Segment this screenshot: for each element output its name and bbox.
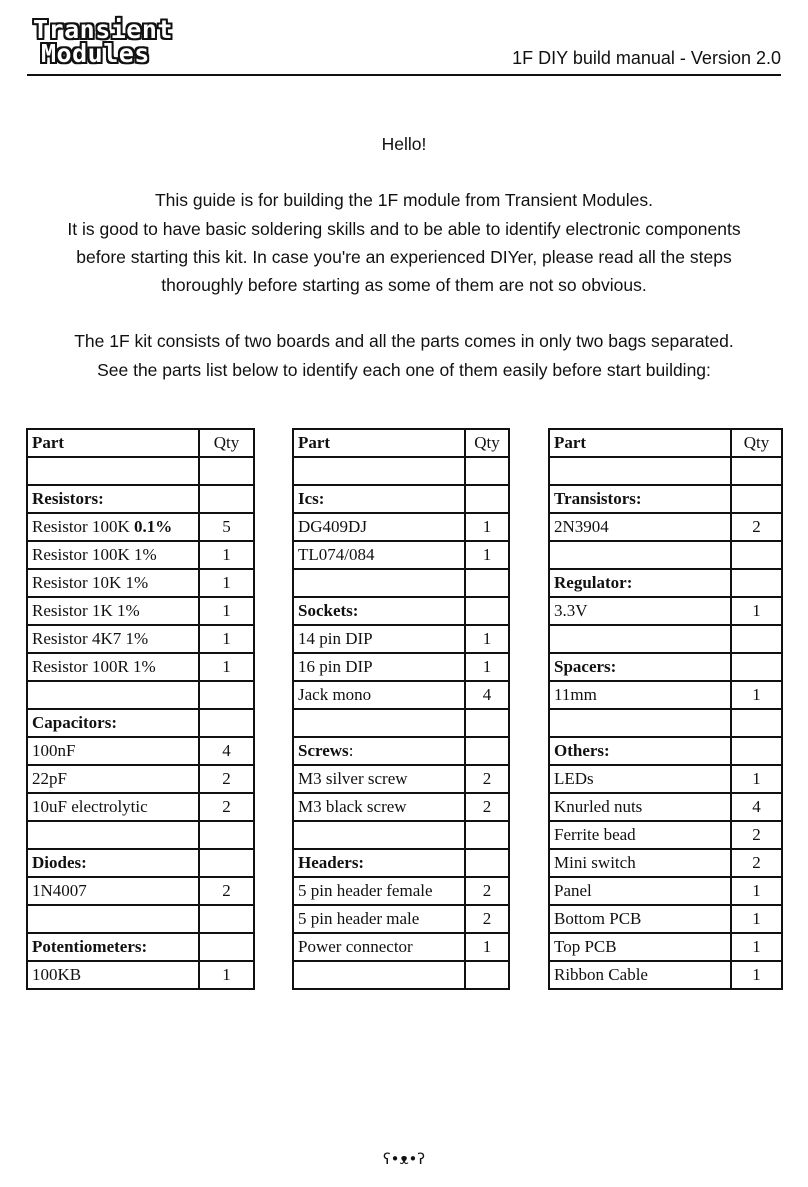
category-row: [293, 597, 509, 625]
table-row: [549, 849, 782, 877]
category-label: Transistors:: [554, 489, 642, 508]
table-row: [293, 709, 509, 737]
part-cell: [27, 457, 199, 485]
category-row: [27, 933, 254, 961]
table-row: [27, 597, 254, 625]
qty-cell: [731, 709, 782, 737]
table-row: [293, 457, 509, 485]
part-name: Panel: [554, 881, 592, 900]
qty-cell: [199, 485, 254, 513]
qty-cell: 4: [465, 681, 509, 709]
table-row: [549, 709, 782, 737]
part-name: Top PCB: [554, 937, 617, 956]
table-row: [27, 765, 254, 793]
part-name: Resistor 100K: [32, 517, 134, 536]
part-name: M3 black screw: [298, 797, 407, 816]
part-name: M3 silver screw: [298, 769, 408, 788]
qty-cell: [731, 569, 782, 597]
part-cell: [549, 821, 731, 849]
part-cell: [27, 821, 199, 849]
qty-cell: [199, 849, 254, 877]
part-cell: [27, 905, 199, 933]
table-row: [549, 821, 782, 849]
category-row: [27, 485, 254, 513]
part-cell: [27, 877, 199, 905]
qty-cell: 1: [199, 597, 254, 625]
qty-cell: 1: [731, 905, 782, 933]
category-row: [27, 849, 254, 877]
table-row: [549, 793, 782, 821]
qty-cell: [731, 541, 782, 569]
part-name: 22pF: [32, 769, 67, 788]
table-row: [549, 905, 782, 933]
category-row: [293, 849, 509, 877]
table-row: [27, 821, 254, 849]
part-cell: [549, 541, 731, 569]
header-qty: Qty: [465, 429, 509, 457]
part-cell: [549, 877, 731, 905]
qty-cell: [199, 681, 254, 709]
category-label: Others:: [554, 741, 610, 760]
table-row: [549, 513, 782, 541]
category-row: [549, 653, 782, 681]
header-part: Part: [549, 429, 731, 457]
qty-cell: 2: [465, 877, 509, 905]
part-cell: [293, 681, 465, 709]
category-row: [549, 485, 782, 513]
part-name: Resistor 10K 1%: [32, 573, 149, 592]
qty-cell: [199, 709, 254, 737]
category-label: Resistors:: [32, 489, 104, 508]
part-name: 14 pin DIP: [298, 629, 373, 648]
intro-line: This guide is for building the 1F module from Transient Modules.: [154, 190, 654, 211]
transient-modules-logo: [33, 15, 181, 70]
table-row: [27, 513, 254, 541]
qty-cell: [465, 569, 509, 597]
qty-cell: 1: [199, 569, 254, 597]
qty-cell: 1: [465, 513, 509, 541]
part-cell: [293, 597, 465, 625]
part-cell: [293, 765, 465, 793]
part-cell: [27, 765, 199, 793]
table-row: [293, 541, 509, 569]
part-cell: [293, 569, 465, 597]
category-label: Spacers:: [554, 657, 617, 676]
part-name: DG409DJ: [298, 517, 367, 536]
table-row: [27, 653, 254, 681]
table-header-row: [549, 429, 782, 457]
part-cell: [549, 625, 731, 653]
part-cell: [27, 625, 199, 653]
qty-cell: 1: [731, 933, 782, 961]
part-cell: [549, 569, 731, 597]
qty-cell: [199, 905, 254, 933]
table-row: [293, 793, 509, 821]
qty-cell: 1: [199, 541, 254, 569]
qty-cell: 4: [731, 793, 782, 821]
intro-line: It is good to have basic soldering skills and to be able to identify electronic components: [67, 218, 741, 239]
qty-cell: 1: [199, 961, 254, 989]
qty-cell: 2: [199, 793, 254, 821]
part-cell: [293, 653, 465, 681]
category-label: Potentiometers:: [32, 937, 148, 956]
qty-cell: 5: [199, 513, 254, 541]
table-row: [293, 961, 509, 989]
part-cell: [27, 681, 199, 709]
table-row: [549, 681, 782, 709]
qty-cell: 1: [731, 765, 782, 793]
qty-cell: 1: [465, 625, 509, 653]
qty-cell: [465, 597, 509, 625]
part-cell: [549, 737, 731, 765]
category-row: [549, 737, 782, 765]
qty-cell: [731, 625, 782, 653]
part-name: Resistor 100R 1%: [32, 657, 156, 676]
part-cell: [293, 737, 465, 765]
qty-cell: 2: [199, 765, 254, 793]
document-title: 1F DIY build manual - Version 2.0: [512, 48, 781, 68]
qty-cell: [465, 961, 509, 989]
intro-text: [27, 130, 781, 384]
intro-line: See the parts list below to identify each one of them easily before start building:: [97, 359, 711, 380]
part-cell: [27, 849, 199, 877]
part-cell: [27, 653, 199, 681]
qty-cell: [199, 821, 254, 849]
part-name: Mini switch: [554, 853, 636, 872]
parts-table-1: [26, 428, 255, 990]
table-row: [293, 653, 509, 681]
category-row: [293, 737, 509, 765]
part-cell: [293, 485, 465, 513]
part-cell: [549, 681, 731, 709]
qty-cell: 1: [465, 541, 509, 569]
table-row: [549, 765, 782, 793]
table-row: [293, 625, 509, 653]
parts-table-2: [292, 428, 510, 990]
intro-line: thoroughly before starting as some of them are not so obvious.: [161, 275, 647, 296]
part-cell: [293, 513, 465, 541]
table-row: [293, 905, 509, 933]
footer-bear-mark: ʕ•ᴥ•ʔ: [382, 1150, 426, 1168]
part-name: 3.3V: [554, 601, 588, 620]
part-name: Ribbon Cable: [554, 965, 648, 984]
qty-cell: 1: [465, 933, 509, 961]
category-label: Regulator:: [554, 573, 633, 592]
part-name: Ferrite bead: [554, 825, 636, 844]
part-cell: [27, 933, 199, 961]
part-name: Knurled nuts: [554, 797, 643, 816]
category-label: Capacitors:: [32, 713, 117, 732]
qty-cell: [465, 485, 509, 513]
part-name: LEDs: [554, 769, 594, 788]
category-label: Diodes:: [32, 853, 87, 872]
part-name: Jack mono: [298, 685, 372, 704]
qty-cell: 2: [465, 793, 509, 821]
logo-line-2: Modules: [41, 39, 150, 68]
table-row: [293, 933, 509, 961]
qty-cell: 1: [731, 877, 782, 905]
part-cell: [293, 933, 465, 961]
part-cell: [293, 877, 465, 905]
qty-cell: [199, 457, 254, 485]
part-cell: [549, 513, 731, 541]
part-name: 5 pin header male: [298, 909, 420, 928]
qty-cell: 2: [465, 765, 509, 793]
header-qty: Qty: [199, 429, 254, 457]
intro-line: The 1F kit consists of two boards and all the parts comes in only two bags separated.: [74, 331, 734, 352]
table-row: [27, 625, 254, 653]
qty-cell: [731, 653, 782, 681]
part-cell: [27, 597, 199, 625]
part-name: 5 pin header female: [298, 881, 433, 900]
part-cell: [293, 961, 465, 989]
table-row: [27, 681, 254, 709]
qty-cell: [731, 485, 782, 513]
part-name: 11mm: [554, 685, 597, 704]
part-cell: [293, 849, 465, 877]
category-row: [27, 709, 254, 737]
qty-cell: 1: [199, 653, 254, 681]
category-label: Screws: [298, 741, 349, 760]
category-row: [549, 569, 782, 597]
part-cell: [27, 961, 199, 989]
part-cell: [549, 933, 731, 961]
intro-line: before starting this kit. In case you're an experienced DIYer, please read all the steps: [76, 246, 732, 267]
part-cell: [27, 737, 199, 765]
tolerance-emphasis: 0.1%: [134, 517, 173, 536]
table-row: [549, 597, 782, 625]
part-cell: [293, 625, 465, 653]
part-cell: [27, 793, 199, 821]
spacer: [27, 299, 781, 327]
category-label: Headers:: [298, 853, 365, 872]
part-cell: [549, 597, 731, 625]
table-row: [549, 933, 782, 961]
qty-cell: 1: [731, 597, 782, 625]
qty-cell: 2: [731, 821, 782, 849]
part-cell: [549, 653, 731, 681]
qty-cell: 1: [731, 961, 782, 989]
part-name: 2N3904: [554, 517, 609, 536]
part-cell: [549, 905, 731, 933]
part-cell: [27, 541, 199, 569]
header-part: Part: [27, 429, 199, 457]
qty-cell: [199, 933, 254, 961]
category-row: [293, 485, 509, 513]
table-row: [549, 877, 782, 905]
qty-cell: [465, 821, 509, 849]
table-row: [27, 961, 254, 989]
qty-cell: [465, 709, 509, 737]
part-cell: [549, 457, 731, 485]
category-label: Sockets:: [298, 601, 359, 620]
part-cell: [293, 821, 465, 849]
part-cell: [549, 961, 731, 989]
logo-line-1: Transient: [33, 15, 173, 44]
table-row: [293, 877, 509, 905]
table-header-row: [293, 429, 509, 457]
part-cell: [27, 569, 199, 597]
table-row: [293, 681, 509, 709]
part-cell: [549, 793, 731, 821]
qty-cell: [465, 737, 509, 765]
part-name: Resistor 100K 1%: [32, 545, 157, 564]
qty-cell: [465, 457, 509, 485]
table-row: [293, 765, 509, 793]
part-name: 100KB: [32, 965, 82, 984]
qty-cell: [465, 849, 509, 877]
part-cell: [549, 849, 731, 877]
part-cell: [27, 709, 199, 737]
part-name: Power connector: [298, 937, 413, 956]
qty-cell: 1: [465, 653, 509, 681]
part-cell: [293, 457, 465, 485]
table-row: [27, 541, 254, 569]
table-row: [27, 793, 254, 821]
qty-cell: 1: [199, 625, 254, 653]
table-row: [27, 737, 254, 765]
part-cell: [27, 513, 199, 541]
header-qty: Qty: [731, 429, 782, 457]
table-row: [549, 457, 782, 485]
part-cell: [27, 485, 199, 513]
part-cell: [549, 709, 731, 737]
qty-cell: 1: [731, 681, 782, 709]
part-cell: [293, 541, 465, 569]
spacer: [27, 158, 781, 186]
part-name: 1N4007: [32, 881, 87, 900]
part-name: TL074/084: [298, 545, 375, 564]
table-row: [293, 821, 509, 849]
table-row: [27, 457, 254, 485]
category-label: Ics:: [298, 489, 325, 508]
part-cell: [293, 793, 465, 821]
qty-cell: 2: [199, 877, 254, 905]
parts-table-3: [548, 428, 783, 990]
qty-cell: [731, 457, 782, 485]
header-divider: [27, 74, 781, 76]
qty-cell: 2: [731, 513, 782, 541]
table-row: [549, 541, 782, 569]
greeting: Hello!: [381, 134, 427, 154]
part-name: 10uF electrolytic: [32, 797, 148, 816]
table-row: [27, 569, 254, 597]
qty-cell: [731, 737, 782, 765]
part-name: Resistor 1K 1%: [32, 601, 140, 620]
part-name: 16 pin DIP: [298, 657, 373, 676]
qty-cell: 4: [199, 737, 254, 765]
part-cell: [293, 905, 465, 933]
part-name: Resistor 4K7 1%: [32, 629, 149, 648]
part-name: 100nF: [32, 741, 76, 760]
qty-cell: 2: [731, 849, 782, 877]
part-cell: [549, 485, 731, 513]
header-part: Part: [293, 429, 465, 457]
table-header-row: [27, 429, 254, 457]
part-name: Bottom PCB: [554, 909, 642, 928]
table-row: [549, 625, 782, 653]
table-row: [27, 877, 254, 905]
part-cell: [549, 765, 731, 793]
table-row: [293, 569, 509, 597]
category-colon: :: [348, 741, 354, 760]
qty-cell: 2: [465, 905, 509, 933]
table-row: [293, 513, 509, 541]
table-row: [27, 905, 254, 933]
table-row: [549, 961, 782, 989]
part-cell: [293, 709, 465, 737]
